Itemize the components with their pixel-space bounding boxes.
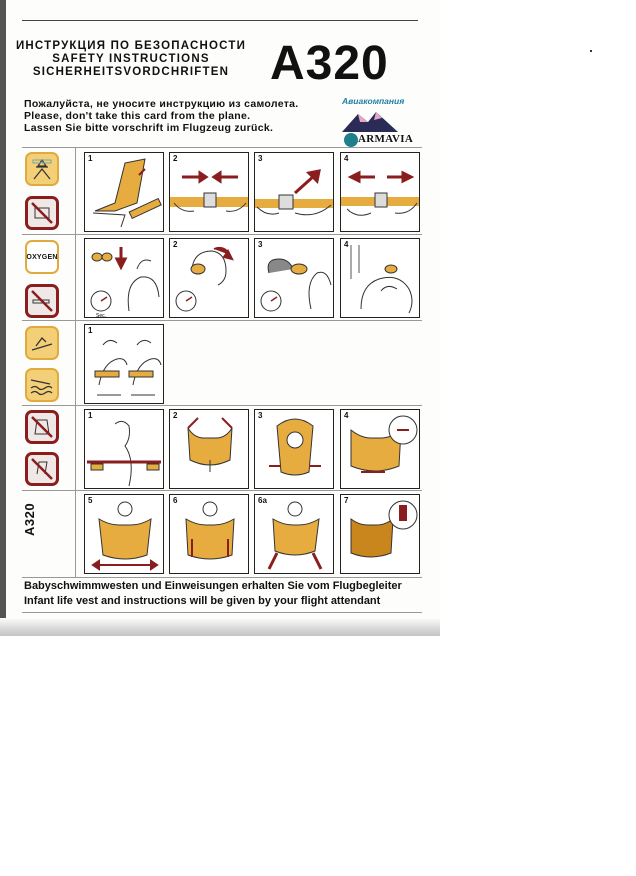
divider xyxy=(22,320,422,321)
seat-illustration xyxy=(85,153,164,232)
step-number: 6 xyxy=(173,496,178,505)
step-number: 2 xyxy=(173,154,178,163)
no-seatbelt-icon xyxy=(25,196,59,230)
timer-label: Sec. xyxy=(96,313,107,319)
airline-name: ARMAVIA xyxy=(358,133,414,145)
step-number: 3 xyxy=(258,240,263,249)
divider xyxy=(22,490,422,491)
help-others-illustration xyxy=(341,239,420,318)
top-rule xyxy=(22,20,418,21)
step-number: 7 xyxy=(344,496,349,505)
notice-russian: Пожалуйста, не уносите инструкцию из самолета. xyxy=(24,98,299,110)
brace-landing-icon xyxy=(25,326,59,360)
vest-inflate-illustration xyxy=(170,495,249,574)
seatbelt-step-4-panel xyxy=(340,152,420,232)
side-model-label: A320 xyxy=(22,502,37,536)
vest-step-6-panel xyxy=(169,494,249,574)
step-number: 1 xyxy=(88,411,93,420)
title-german: SICHERHEITSVORDCHRIFTEN xyxy=(32,66,230,78)
aircraft-model: A320 xyxy=(270,37,389,90)
vest-light-illustration xyxy=(341,495,420,574)
airline-prefix: Авиакомпания xyxy=(342,96,405,106)
vest-step-3-panel xyxy=(254,409,334,489)
oxygen-step-1-panel xyxy=(84,238,164,318)
divider xyxy=(22,577,422,578)
vest-step-4-panel xyxy=(340,409,420,489)
water-landing-icon xyxy=(25,368,59,402)
tighten-illustration xyxy=(255,153,334,232)
notice-german: Lassen Sie bitte vorschrift im Flugzeug zurück. xyxy=(24,122,274,134)
divider xyxy=(22,234,422,235)
title-english: SAFETY INSTRUCTIONS xyxy=(52,53,210,65)
scan-speck xyxy=(590,50,592,52)
brace-position-illustration xyxy=(85,325,164,404)
vest-take-out-illustration xyxy=(170,410,249,489)
step-number: 4 xyxy=(344,411,349,420)
no-inflate-seat-icon xyxy=(25,452,59,486)
step-number: 2 xyxy=(173,411,178,420)
scan-shadow xyxy=(0,618,440,636)
step-number: 5 xyxy=(88,496,93,505)
no-smoking-icon xyxy=(25,284,59,318)
vest-tighten-illustration xyxy=(85,495,164,574)
fasten-seatbelt-sign-icon xyxy=(25,152,59,186)
mask-drop-illustration xyxy=(85,239,164,318)
scan-edge xyxy=(0,0,6,636)
step-number: 4 xyxy=(344,154,349,163)
brace-step-1-panel xyxy=(84,324,164,404)
oxygen-step-2-panel xyxy=(169,238,249,318)
step-number: 2 xyxy=(173,240,178,249)
seatbelt-step-3-panel xyxy=(254,152,334,232)
buckle-illustration xyxy=(170,153,249,232)
vest-step-7-panel xyxy=(340,494,420,574)
step-number: 1 xyxy=(88,154,93,163)
seatbelt-step-1-panel xyxy=(84,152,164,232)
title-russian: ИНСТРУКЦИЯ ПО БЕЗОПАСНОСТИ xyxy=(15,40,247,52)
vest-step-2-panel xyxy=(169,409,249,489)
oxygen-icon xyxy=(25,240,59,274)
place-mask-illustration xyxy=(255,239,334,318)
divider xyxy=(22,147,422,148)
vest-fasten-illustration xyxy=(341,410,420,489)
step-number: 3 xyxy=(258,154,263,163)
vest-step-1-panel xyxy=(84,409,164,489)
oxygen-step-3-panel xyxy=(254,238,334,318)
release-illustration xyxy=(341,153,420,232)
notice-english: Please, don't take this card from the plane. xyxy=(24,110,251,122)
footer-english: Infant life vest and instructions will be given by your flight attendant xyxy=(24,595,381,607)
step-number: 4 xyxy=(344,240,349,249)
seatbelt-step-2-panel xyxy=(169,152,249,232)
bottom-rule xyxy=(22,612,422,613)
divider xyxy=(22,405,422,406)
vest-pull-tabs-illustration xyxy=(255,495,334,574)
oxygen-step-4-panel xyxy=(340,238,420,318)
divider xyxy=(75,147,76,577)
step-number: 3 xyxy=(258,411,263,420)
no-inflate-inside-icon xyxy=(25,410,59,444)
oxygen-label: OXYGEN xyxy=(26,253,58,261)
footer-german: Babyschwimmwesten und Einweisungen erhalten Sie vom Flugbegleiter xyxy=(24,580,402,592)
vest-step-6a-panel xyxy=(254,494,334,574)
vest-step-5-panel xyxy=(84,494,164,574)
vest-over-head-illustration xyxy=(255,410,334,489)
vest-under-seat-illustration xyxy=(85,410,164,489)
step-number: 6a xyxy=(258,496,267,505)
step-number: 1 xyxy=(88,326,93,335)
pull-mask-illustration xyxy=(170,239,249,318)
